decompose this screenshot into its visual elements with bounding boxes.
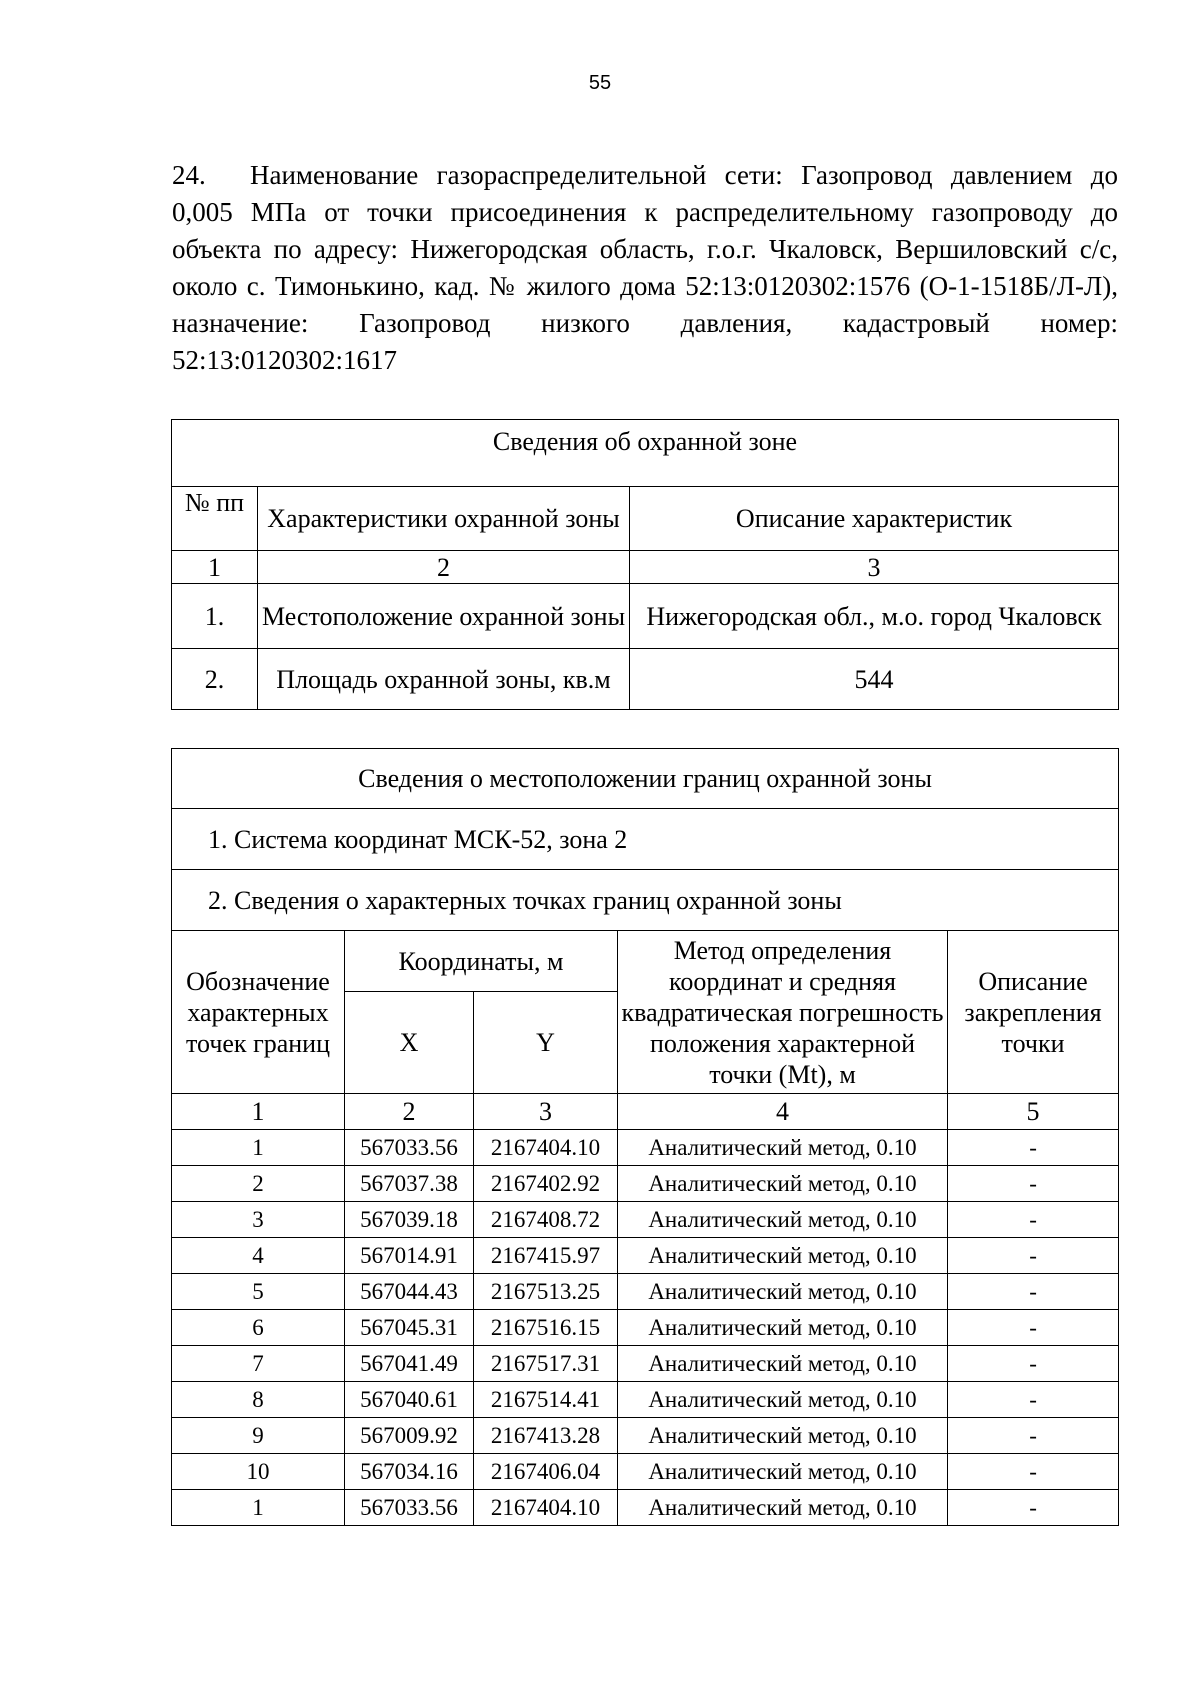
paragraph-text: Наименование газораспределительной сети: Газопровод давлением до 0,005 МПа от точки присоединения к распределительному газопроводу до объекта по адресу: Нижегородская область, г.о.г. Чкаловск, Вершиловский с/с, около с. Тимонькино, кад. № жилого дома 52:13:0120302:1576 (О-1-1518Б/Л-Л), назначение: Газопровод низкого давления, кадастровый номер: 52:13:0120302:1617	[172, 160, 1118, 375]
bounds-table-title: Сведения о местоположении границ охранной зоны	[172, 749, 1119, 809]
point-y: 2167413.28	[474, 1418, 618, 1454]
point-method: Аналитический метод, 0.10	[618, 1202, 948, 1238]
boundary-points-table	[171, 748, 1119, 1526]
zone-index-cell: 2	[258, 551, 630, 584]
point-fixing: -	[948, 1310, 1119, 1346]
point-method: Аналитический метод, 0.10	[618, 1418, 948, 1454]
point-y: 2167513.25	[474, 1274, 618, 1310]
table-row	[172, 1202, 1119, 1238]
table-row	[172, 1382, 1119, 1418]
point-x: 567044.43	[345, 1274, 474, 1310]
header-coordinates: Координаты, м	[345, 931, 618, 992]
point-x: 567037.38	[345, 1166, 474, 1202]
point-method: Аналитический метод, 0.10	[618, 1238, 948, 1274]
point-y: 2167516.15	[474, 1310, 618, 1346]
point-id: 5	[172, 1274, 345, 1310]
zone-row-description: Нижегородская обл., м.о. город Чкаловск	[630, 584, 1119, 649]
header-method: Метод определения координат и средняя квадратическая погрешность положения характерной точки (Mt), м	[618, 931, 948, 1094]
point-y: 2167402.92	[474, 1166, 618, 1202]
bounds-index-cell: 3	[474, 1094, 618, 1130]
zone-row-num: 2.	[172, 649, 258, 710]
protection-zone-table	[171, 419, 1119, 710]
point-fixing: -	[948, 1130, 1119, 1166]
point-fixing: -	[948, 1346, 1119, 1382]
point-y: 2167517.31	[474, 1346, 618, 1382]
point-y: 2167404.10	[474, 1130, 618, 1166]
point-method: Аналитический метод, 0.10	[618, 1166, 948, 1202]
point-y: 2167404.10	[474, 1490, 618, 1526]
point-id: 10	[172, 1454, 345, 1490]
point-x: 567039.18	[345, 1202, 474, 1238]
zone-table-title: Сведения об охранной зоне	[172, 420, 1119, 487]
zone-header-description: Описание характеристик	[630, 487, 1119, 551]
point-id: 3	[172, 1202, 345, 1238]
zone-row-characteristic: Местоположение охранной зоны	[258, 584, 630, 649]
point-fixing: -	[948, 1382, 1119, 1418]
header-y: Y	[474, 992, 618, 1094]
zone-row-num: 1.	[172, 584, 258, 649]
table-row	[172, 1490, 1119, 1526]
table-row	[172, 1274, 1119, 1310]
paragraph-number: 24.	[172, 160, 206, 190]
point-id: 6	[172, 1310, 345, 1346]
points-section-title: 2. Сведения о характерных точках границ охранной зоны	[172, 870, 1119, 931]
point-method: Аналитический метод, 0.10	[618, 1346, 948, 1382]
point-fixing: -	[948, 1418, 1119, 1454]
point-fixing: -	[948, 1454, 1119, 1490]
point-fixing: -	[948, 1202, 1119, 1238]
point-fixing: -	[948, 1490, 1119, 1526]
point-x: 567009.92	[345, 1418, 474, 1454]
table-row	[172, 1238, 1119, 1274]
point-fixing: -	[948, 1166, 1119, 1202]
zone-row-description: 544	[630, 649, 1119, 710]
point-method: Аналитический метод, 0.10	[618, 1490, 948, 1526]
point-method: Аналитический метод, 0.10	[618, 1382, 948, 1418]
point-y: 2167514.41	[474, 1382, 618, 1418]
bounds-index-cell: 4	[618, 1094, 948, 1130]
point-id: 9	[172, 1418, 345, 1454]
table-row	[172, 1346, 1119, 1382]
point-x: 567040.61	[345, 1382, 474, 1418]
table-row	[172, 1310, 1119, 1346]
bounds-index-cell: 1	[172, 1094, 345, 1130]
point-x: 567033.56	[345, 1130, 474, 1166]
point-y: 2167406.04	[474, 1454, 618, 1490]
header-x: X	[345, 992, 474, 1094]
point-y: 2167415.97	[474, 1238, 618, 1274]
point-fixing: -	[948, 1238, 1119, 1274]
point-method: Аналитический метод, 0.10	[618, 1130, 948, 1166]
point-x: 567034.16	[345, 1454, 474, 1490]
point-x: 567041.49	[345, 1346, 474, 1382]
zone-index-cell: 3	[630, 551, 1119, 584]
point-id: 4	[172, 1238, 345, 1274]
header-fixing: Описание закрепления точки	[948, 931, 1119, 1094]
point-y: 2167408.72	[474, 1202, 618, 1238]
zone-index-cell: 1	[172, 551, 258, 584]
zone-header-characteristic: Характеристики охранной зоны	[258, 487, 630, 551]
point-x: 567045.31	[345, 1310, 474, 1346]
table-row	[172, 1166, 1119, 1202]
page-number: 55	[588, 72, 612, 94]
point-method: Аналитический метод, 0.10	[618, 1274, 948, 1310]
point-id: 7	[172, 1346, 345, 1382]
table-row	[172, 1418, 1119, 1454]
header-designation: Обозначение характерных точек границ	[172, 931, 345, 1094]
coordinate-system: 1. Система координат МСК-52, зона 2	[172, 809, 1119, 870]
point-method: Аналитический метод, 0.10	[618, 1310, 948, 1346]
point-id: 8	[172, 1382, 345, 1418]
point-id: 2	[172, 1166, 345, 1202]
point-fixing: -	[948, 1274, 1119, 1310]
bounds-index-cell: 5	[948, 1094, 1119, 1130]
zone-header-num: № пп	[172, 487, 258, 551]
point-id: 1	[172, 1490, 345, 1526]
gas-network-paragraph	[172, 157, 1118, 379]
table-row	[172, 1130, 1119, 1166]
point-id: 1	[172, 1130, 345, 1166]
table-row	[172, 1454, 1119, 1490]
bounds-index-cell: 2	[345, 1094, 474, 1130]
zone-row-characteristic: Площадь охранной зоны, кв.м	[258, 649, 630, 710]
point-method: Аналитический метод, 0.10	[618, 1454, 948, 1490]
point-x: 567014.91	[345, 1238, 474, 1274]
point-x: 567033.56	[345, 1490, 474, 1526]
